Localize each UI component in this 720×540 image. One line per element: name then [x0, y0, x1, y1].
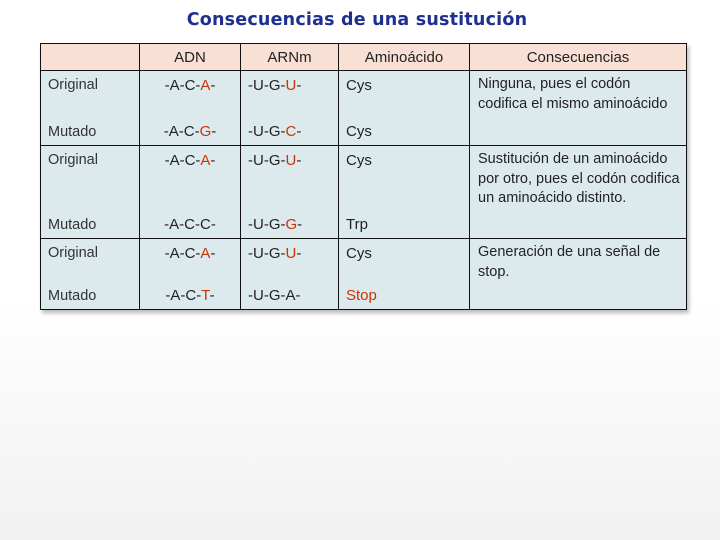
label-mutado: Mutado: [48, 288, 97, 304]
table-row: [41, 146, 687, 239]
aa-mutado: Cys: [346, 123, 372, 140]
aminoacido-cell: [339, 239, 470, 310]
adn-mutado: -A-C-C-: [164, 216, 216, 233]
table-row: [41, 71, 687, 146]
adn-original: -A-C-A-: [164, 77, 216, 94]
header-empty: [41, 44, 140, 71]
adn-cell: [140, 146, 241, 239]
adn-mutado: -A-C-G-: [163, 123, 217, 140]
header-consecuencias: Consecuencias: [470, 44, 687, 71]
substitution-table: [40, 43, 687, 310]
label-original: Original: [48, 245, 98, 261]
label-original: Original: [48, 77, 98, 93]
arnm-original: -U-G-U-: [248, 152, 302, 169]
arnm-mutado: -U-G-G-: [248, 216, 303, 233]
aa-mutado-stop: Stop: [346, 287, 377, 304]
table-row: [41, 239, 687, 310]
aa-original: Cys: [346, 77, 372, 94]
arnm-original: -U-G-U-: [248, 245, 302, 262]
arnm-cell: [241, 146, 339, 239]
row-labels-cell: [41, 146, 140, 239]
label-mutado: Mutado: [48, 217, 97, 233]
adn-cell: [140, 239, 241, 310]
page-title: Consecuencias de una sustitución: [186, 10, 528, 30]
header-arnm: ARNm: [241, 44, 339, 71]
consecuencia-cell: [470, 146, 687, 239]
arnm-mutado: -U-G-C-: [248, 123, 302, 140]
label-mutado: Mutado: [48, 124, 97, 140]
consecuencia-text: Sustitución de un aminoácido por otro, pues el codón codifica un aminoácido distinto.: [478, 151, 680, 206]
row-labels-cell: [41, 239, 140, 310]
consecuencia-text: Generación de una señal de stop.: [478, 244, 661, 280]
arnm-mutado: -U-G-A-: [248, 287, 301, 304]
row-labels-cell: [41, 71, 140, 146]
label-original: Original: [48, 152, 98, 168]
arnm-original: -U-G-U-: [248, 77, 302, 94]
aa-original: Cys: [346, 245, 372, 262]
consecuencia-text: Ninguna, pues el codón codifica el mismo aminoácido: [478, 76, 668, 112]
arnm-cell: [241, 239, 339, 310]
header-aminoacido: Aminoácido: [339, 44, 470, 71]
header-adn: ADN: [140, 44, 241, 71]
aa-original: Cys: [346, 152, 372, 169]
adn-cell: [140, 71, 241, 146]
aminoacido-cell: [339, 71, 470, 146]
consecuencia-cell: [470, 239, 687, 310]
adn-original: -A-C-A-: [164, 245, 216, 262]
adn-mutado: -A-C-T-: [165, 287, 215, 304]
aa-mutado: Trp: [346, 216, 368, 233]
arnm-cell: [241, 71, 339, 146]
aminoacido-cell: [339, 146, 470, 239]
table-header-row: [41, 44, 687, 71]
adn-original: -A-C-A-: [164, 152, 216, 169]
consecuencia-cell: [470, 71, 687, 146]
